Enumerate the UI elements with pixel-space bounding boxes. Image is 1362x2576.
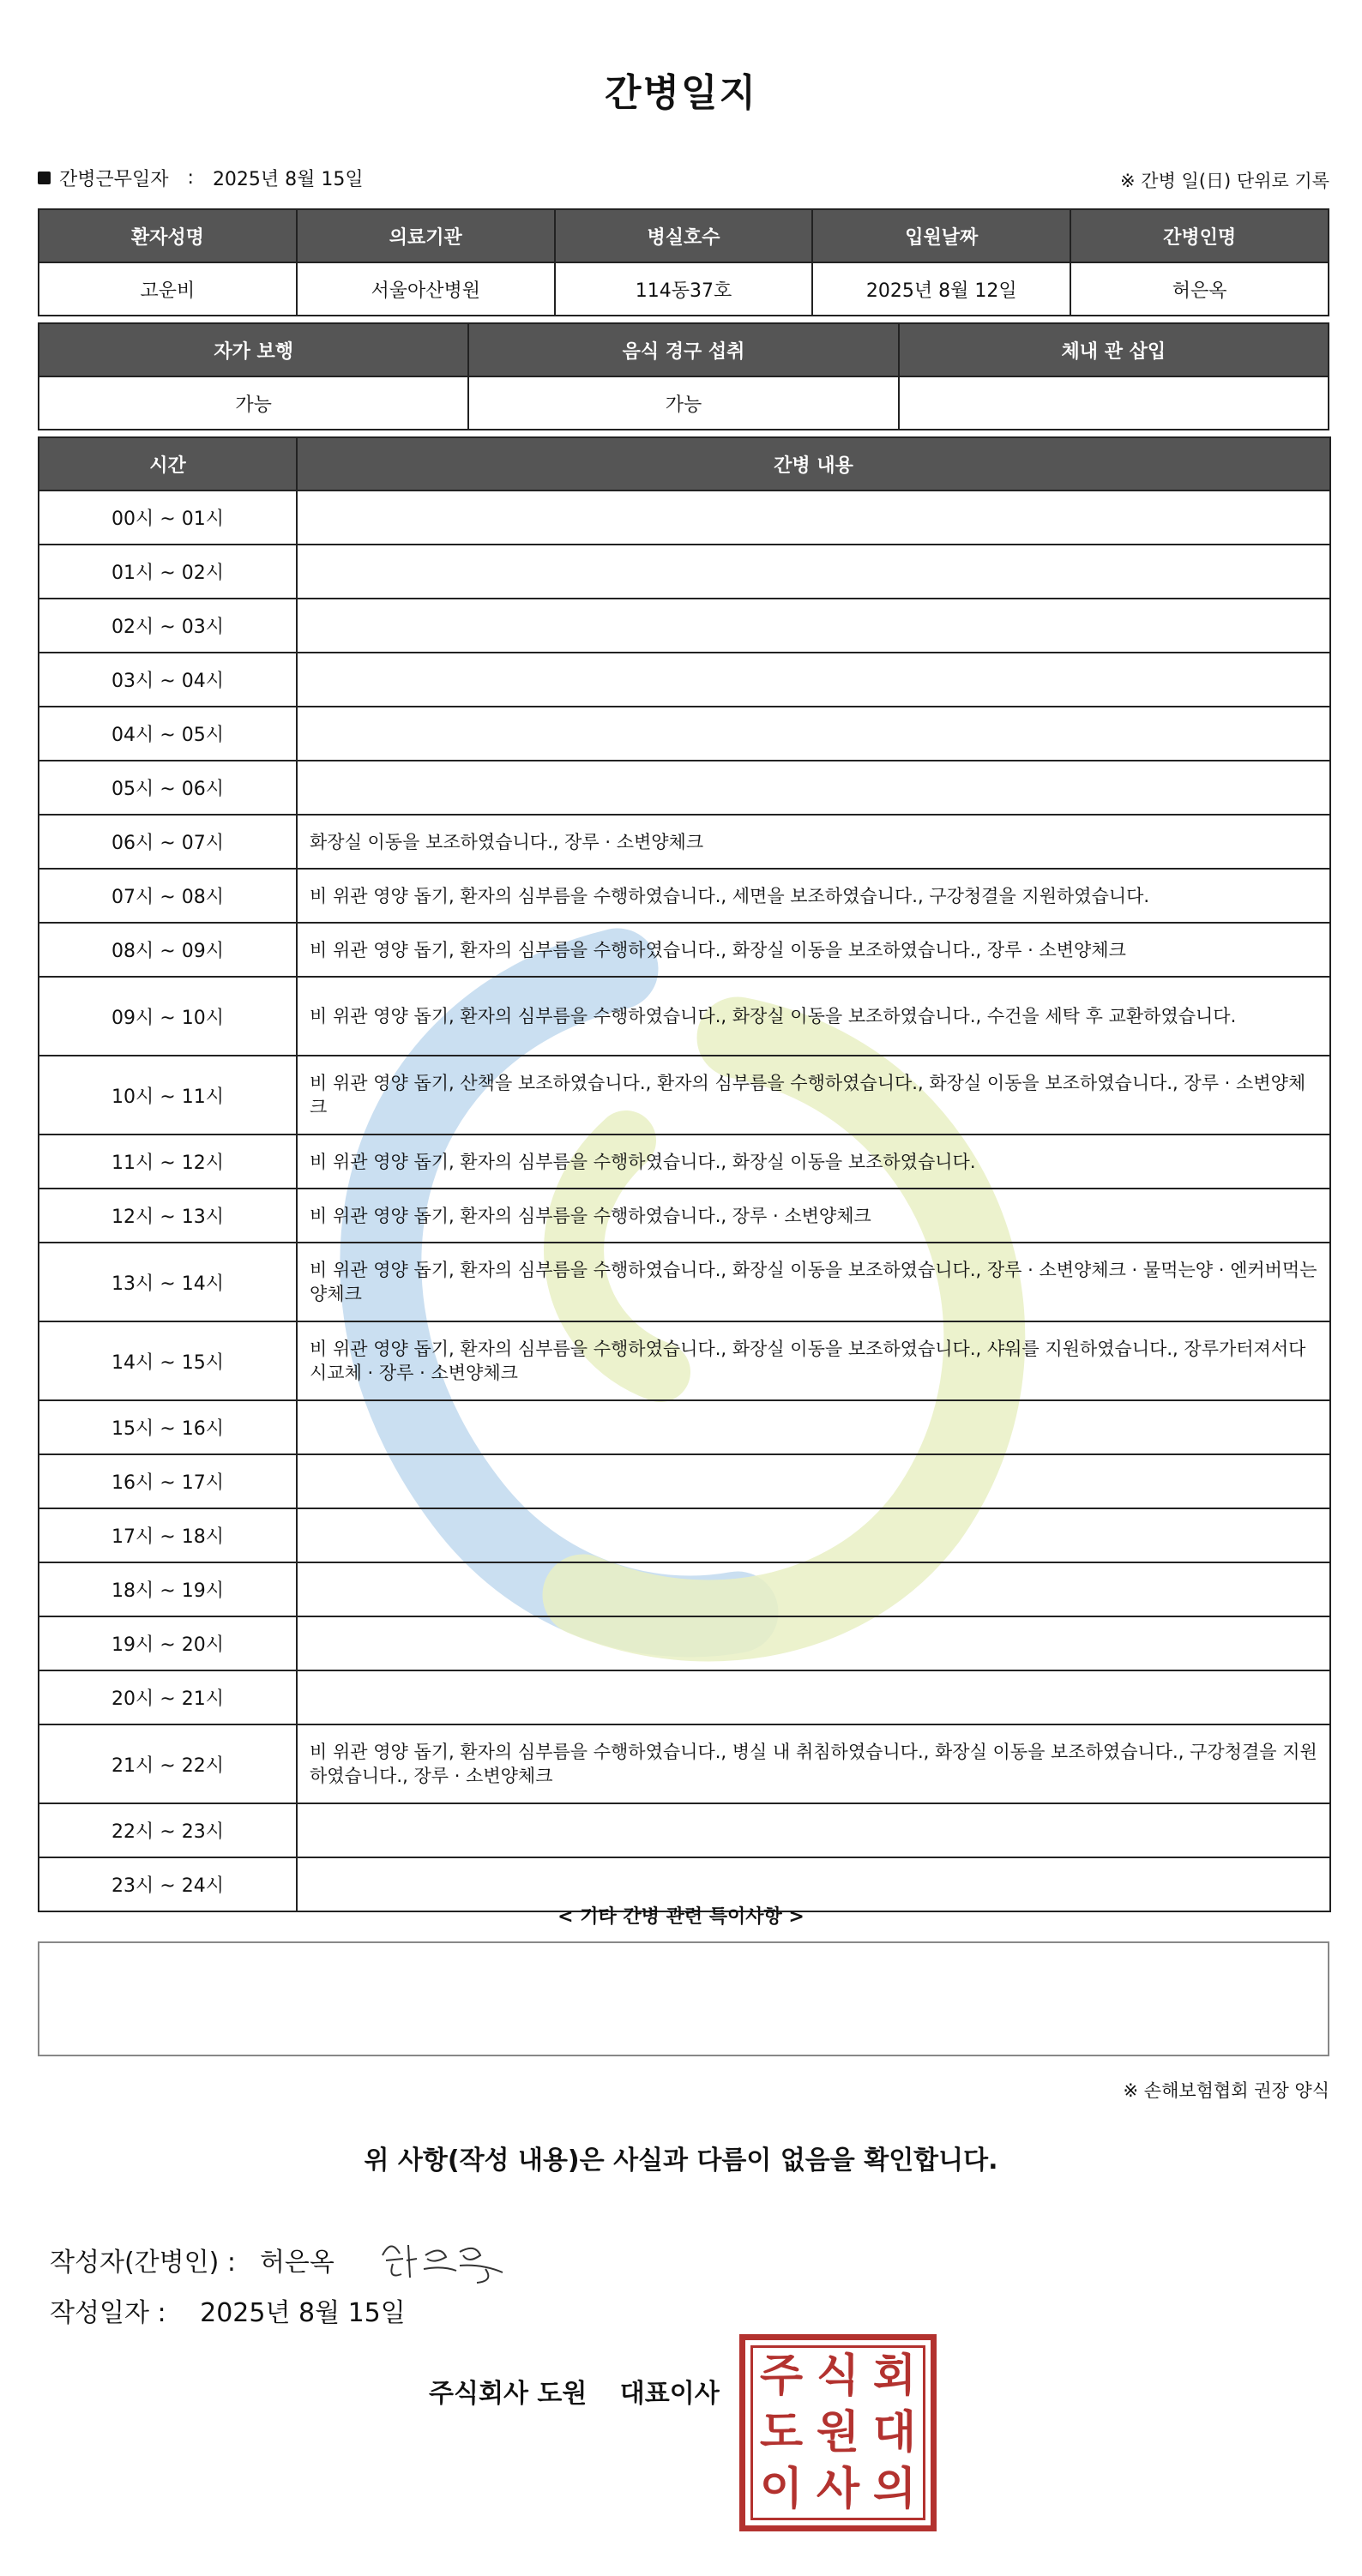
header-admission-date: 입원날짜 <box>812 209 1070 262</box>
company-representative-title: 대표이사 <box>619 2379 720 2409</box>
writer-line <box>50 2230 511 2290</box>
written-date-value: 2025년 8월 15일 <box>200 2298 406 2328</box>
table-row <box>39 1670 1330 1724</box>
time-cell: 08시 ~ 09시 <box>39 923 297 977</box>
writer-name: 허은옥 <box>259 2248 334 2278</box>
work-date-label: 간병근무일자 <box>59 169 169 190</box>
time-cell: 06시 ~ 07시 <box>39 815 297 869</box>
admission-date: 2025년 8월 12일 <box>812 262 1070 316</box>
table-row <box>39 977 1330 1056</box>
time-cell: 23시 ~ 24시 <box>39 1857 297 1911</box>
seal-character: 이 <box>759 2464 804 2515</box>
company-seal-stamp <box>739 2334 937 2531</box>
header-oral-intake: 음식 경구 섭취 <box>468 323 898 376</box>
table-row <box>39 1135 1330 1189</box>
care-content-cell: 비 위관 영양 돕기, 환자의 심부름을 수행하였습니다., 화장실 이동을 보조하였습니다., 장루 · 소변양체크 · 물먹는양 · 엔커버먹는양체크 <box>297 1243 1330 1321</box>
time-cell: 05시 ~ 06시 <box>39 761 297 815</box>
time-cell: 02시 ~ 03시 <box>39 599 297 653</box>
table-row <box>39 1321 1330 1400</box>
care-content-cell: 비 위관 영양 돕기, 환자의 심부름을 수행하였습니다., 화장실 이동을 보조하였습니다. <box>297 1135 1330 1189</box>
handwritten-signature <box>374 2230 511 2290</box>
self-walking-value: 가능 <box>39 376 468 430</box>
table-row <box>39 1508 1330 1562</box>
time-cell: 15시 ~ 16시 <box>39 1400 297 1454</box>
table-row <box>39 707 1330 761</box>
seal-character: 도 <box>759 2407 804 2459</box>
table-row <box>39 599 1330 653</box>
care-content-cell: 화장실 이동을 보조하였습니다., 장루 · 소변양체크 <box>297 815 1330 869</box>
table-row <box>39 1189 1330 1243</box>
care-content-cell <box>297 1508 1330 1562</box>
seal-character: 대 <box>872 2407 917 2459</box>
time-cell: 19시 ~ 20시 <box>39 1616 297 1670</box>
written-date-label: 작성일자 : <box>50 2298 166 2328</box>
time-cell: 22시 ~ 23시 <box>39 1803 297 1857</box>
time-cell: 11시 ~ 12시 <box>39 1135 297 1189</box>
header-tube-insertion: 체내 관 삽입 <box>899 323 1329 376</box>
care-content-cell: 비 위관 영양 돕기, 환자의 심부름을 수행하였습니다., 화장실 이동을 보조하였습니다., 수건을 세탁 후 교환하였습니다. <box>297 977 1330 1056</box>
care-content-cell: 비 위관 영양 돕기, 환자의 심부름을 수행하였습니다., 세면을 보조하였습니다., 구강청결을 지원하였습니다. <box>297 869 1330 923</box>
seal-character: 사 <box>816 2464 860 2515</box>
writer-label: 작성자(간병인) : <box>50 2248 236 2278</box>
header-time: 시간 <box>39 437 297 491</box>
table-row <box>39 761 1330 815</box>
care-content-cell <box>297 707 1330 761</box>
time-cell: 00시 ~ 01시 <box>39 491 297 545</box>
association-note: ※ 손해보험협회 권장 양식 <box>1123 2080 1329 2101</box>
care-content-cell <box>297 545 1330 599</box>
time-cell: 20시 ~ 21시 <box>39 1670 297 1724</box>
care-content-cell: 비 위관 영양 돕기, 산책을 보조하였습니다., 환자의 심부름을 수행하였습니다., 화장실 이동을 보조하였습니다., 장루 · 소변양체크 <box>297 1056 1330 1135</box>
table-row <box>39 1243 1330 1321</box>
time-cell: 04시 ~ 05시 <box>39 707 297 761</box>
seal-character: 회 <box>872 2350 917 2402</box>
table-row <box>39 1454 1330 1508</box>
seal-character: 의 <box>872 2464 917 2515</box>
care-content-cell: 비 위관 영양 돕기, 환자의 심부름을 수행하였습니다., 화장실 이동을 보조하였습니다., 샤워를 지원하였습니다., 장루가터져서다시교체 · 장루 · 소변양체크 <box>297 1321 1330 1400</box>
header-self-walking: 자가 보행 <box>39 323 468 376</box>
work-date-separator: : <box>187 167 194 189</box>
table-row <box>39 545 1330 599</box>
table-row <box>39 1056 1330 1135</box>
table-row <box>39 1616 1330 1670</box>
time-cell: 09시 ~ 10시 <box>39 977 297 1056</box>
care-content-cell <box>297 491 1330 545</box>
table-row <box>39 869 1330 923</box>
care-content-cell <box>297 1454 1330 1508</box>
time-cell: 01시 ~ 02시 <box>39 545 297 599</box>
work-date-value: 2025년 8월 15일 <box>212 169 364 190</box>
special-notes-box <box>38 1941 1329 2056</box>
table-row <box>39 1562 1330 1616</box>
unit-note: ※ 간병 일(日) 단위로 기록 <box>1120 171 1329 191</box>
time-cell: 18시 ~ 19시 <box>39 1562 297 1616</box>
care-log-table <box>38 436 1331 1912</box>
time-cell: 16시 ~ 17시 <box>39 1454 297 1508</box>
hospital-name: 서울아산병원 <box>297 262 555 316</box>
confirmation-statement: 위 사항(작성 내용)은 사실과 다름이 없음을 확인합니다. <box>364 2146 998 2176</box>
header-caregiver-name: 간병인명 <box>1070 209 1329 262</box>
care-content-cell: 비 위관 영양 돕기, 환자의 심부름을 수행하였습니다., 병실 내 취침하였습니다., 화장실 이동을 보조하였습니다., 구강청결을 지원하였습니다., 장루 · 소변양체크 <box>297 1724 1330 1803</box>
square-bullet-icon <box>38 172 51 184</box>
page-title: 간병일지 <box>604 71 757 115</box>
care-content-cell <box>297 1670 1330 1724</box>
caregiver-name: 허은옥 <box>1070 262 1329 316</box>
time-cell: 07시 ~ 08시 <box>39 869 297 923</box>
room-number: 114동37호 <box>555 262 813 316</box>
time-cell: 17시 ~ 18시 <box>39 1508 297 1562</box>
company-signature-line <box>429 2372 720 2410</box>
header-hospital: 의료기관 <box>297 209 555 262</box>
table-row <box>39 1803 1330 1857</box>
time-cell: 21시 ~ 22시 <box>39 1724 297 1803</box>
care-content-cell <box>297 653 1330 707</box>
header-patient-name: 환자성명 <box>39 209 297 262</box>
company-name: 주식회사 도원 <box>429 2379 588 2409</box>
patient-status-table <box>38 322 1329 430</box>
time-cell: 14시 ~ 15시 <box>39 1321 297 1400</box>
care-content-cell <box>297 1562 1330 1616</box>
seal-character: 주 <box>759 2350 804 2402</box>
time-cell: 13시 ~ 14시 <box>39 1243 297 1321</box>
care-content-cell <box>297 761 1330 815</box>
table-row <box>39 923 1330 977</box>
header-room: 병실호수 <box>555 209 813 262</box>
special-notes-title: < 기타 간병 관련 특이사항 > <box>557 1906 805 1928</box>
patient-info-table <box>38 208 1329 316</box>
seal-character: 식 <box>816 2350 860 2402</box>
time-cell: 12시 ~ 13시 <box>39 1189 297 1243</box>
tube-insertion-value <box>899 376 1329 430</box>
table-row <box>39 491 1330 545</box>
table-row <box>39 815 1330 869</box>
time-cell: 03시 ~ 04시 <box>39 653 297 707</box>
seal-character: 원 <box>816 2407 860 2459</box>
table-row <box>39 1400 1330 1454</box>
care-content-cell: 비 위관 영양 돕기, 환자의 심부름을 수행하였습니다., 장루 · 소변양체크 <box>297 1189 1330 1243</box>
care-content-cell <box>297 1803 1330 1857</box>
care-content-cell <box>297 1400 1330 1454</box>
table-row <box>39 653 1330 707</box>
written-date-line <box>50 2291 406 2329</box>
care-content-cell: 비 위관 영양 돕기, 환자의 심부름을 수행하였습니다., 화장실 이동을 보조하였습니다., 장루 · 소변양체크 <box>297 923 1330 977</box>
header-care-content: 간병 내용 <box>297 437 1330 491</box>
table-row <box>39 1724 1330 1803</box>
care-content-cell <box>297 599 1330 653</box>
time-cell: 10시 ~ 11시 <box>39 1056 297 1135</box>
oral-intake-value: 가능 <box>468 376 898 430</box>
care-content-cell <box>297 1616 1330 1670</box>
patient-name: 고운비 <box>39 262 297 316</box>
work-date <box>38 165 364 191</box>
